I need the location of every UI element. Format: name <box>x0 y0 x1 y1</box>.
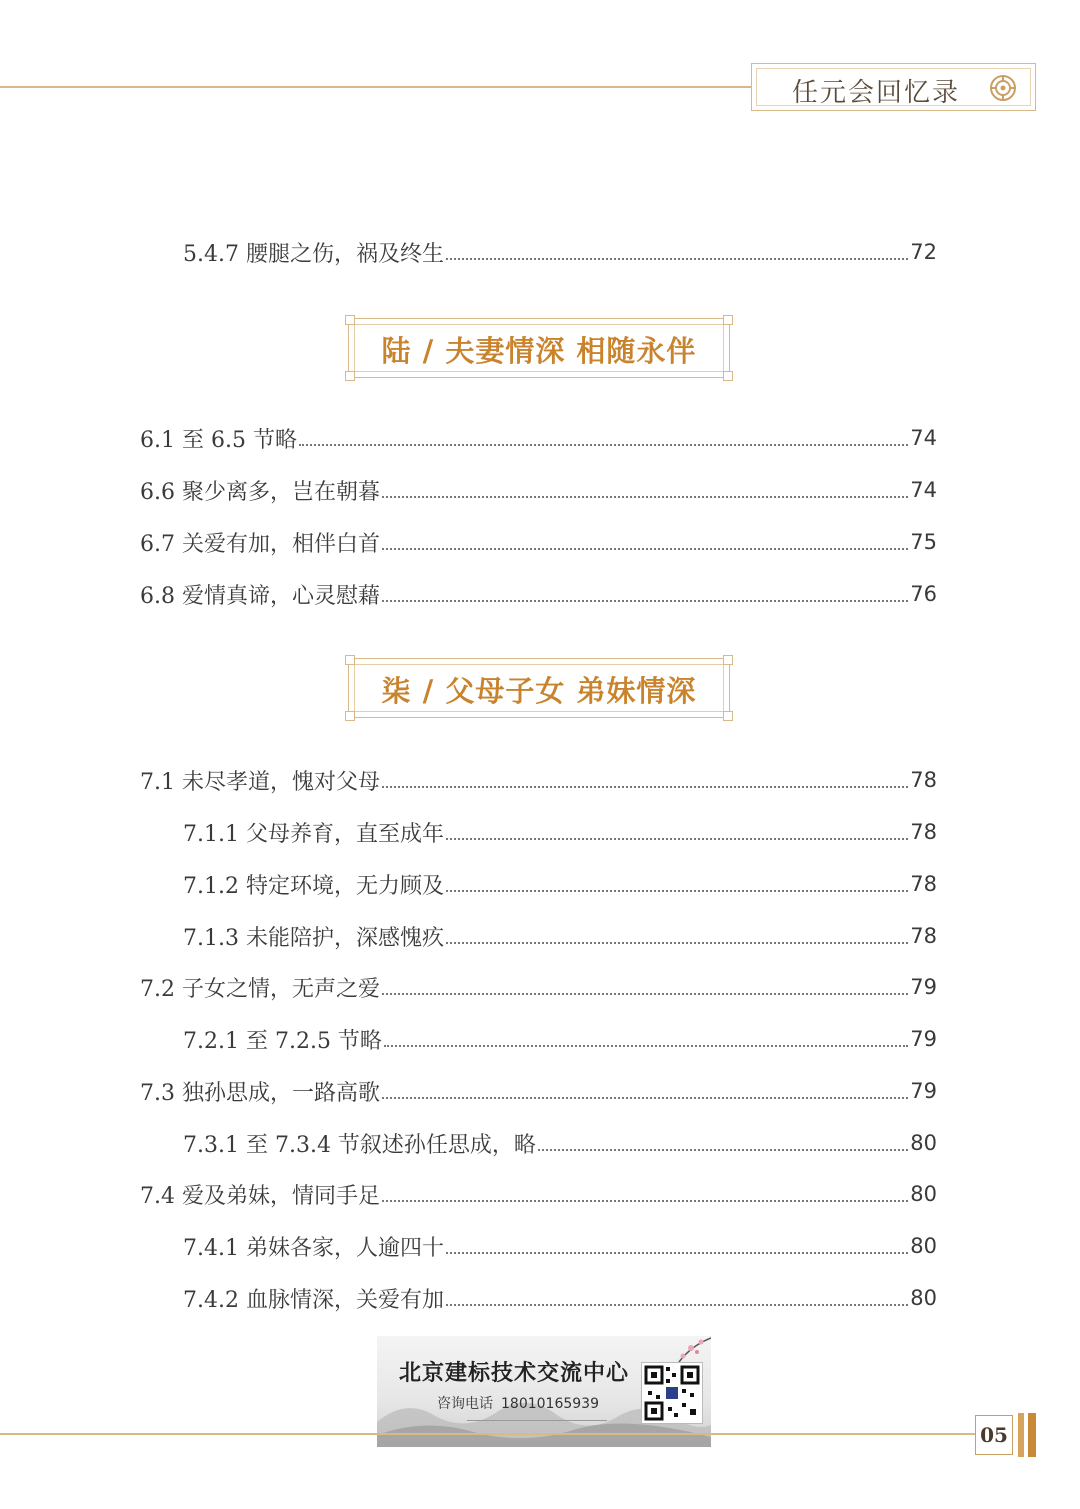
lotus-emblem-icon <box>989 74 1017 102</box>
toc-entry-page: 75 <box>910 530 937 554</box>
toc-entry-label: 7.1.1 父母养育，直至成年 <box>183 821 444 847</box>
toc-entry-label: 7.2.1 至 7.2.5 节略 <box>183 1028 382 1054</box>
toc-entry-label: 6.8 爱情真谛，心灵慰藉 <box>140 583 380 609</box>
toc-entry[interactable] <box>183 921 937 951</box>
toc-entry-page: 80 <box>910 1286 937 1310</box>
ad-phone-label: 咨询电话 <box>437 1396 493 1412</box>
toc-entry[interactable] <box>183 1231 937 1261</box>
toc-leader <box>382 786 908 788</box>
toc-entry-label: 6.7 关爱有加，相伴白首 <box>140 531 380 557</box>
toc-entry[interactable] <box>183 1024 937 1054</box>
header-rule <box>0 86 760 88</box>
toc-entry-page: 79 <box>910 1079 937 1103</box>
toc-entry-label: 7.4 爱及弟妹，情同手足 <box>140 1183 380 1209</box>
toc-entry-page: 78 <box>910 924 937 948</box>
toc-entry-page: 78 <box>910 872 937 896</box>
toc-entry-label: 6.6 聚少离多，岂在朝暮 <box>140 479 380 505</box>
toc-leader <box>382 1200 908 1202</box>
ad-underline <box>467 1420 607 1421</box>
toc-leader <box>446 942 908 944</box>
footer-rule <box>0 1433 975 1435</box>
toc-leader <box>446 258 908 260</box>
toc-entry-label: 6.1 至 6.5 节略 <box>140 427 297 453</box>
toc-entry-label: 7.3.1 至 7.3.4 节叙述孙任思成，略 <box>183 1132 536 1158</box>
toc-leader <box>446 1304 908 1306</box>
toc-entry-page: 74 <box>910 426 937 450</box>
toc-entry[interactable] <box>140 527 937 557</box>
toc-entry[interactable] <box>183 817 937 847</box>
toc-entry[interactable] <box>140 423 937 453</box>
toc-leader <box>382 496 908 498</box>
ad-banner[interactable] <box>377 1336 711 1447</box>
book-title: 任元会回忆录 <box>792 78 961 108</box>
toc-entry[interactable] <box>140 765 937 795</box>
toc-entry-label: 7.4.2 血脉情深，关爱有加 <box>183 1287 444 1313</box>
toc-entry[interactable] <box>140 1076 937 1106</box>
toc-entry-page: 80 <box>910 1182 937 1206</box>
toc-entry-page: 80 <box>910 1131 937 1155</box>
toc-entry-label: 7.1.2 特定环境，无力顾及 <box>183 873 444 899</box>
toc-entry-label: 7.1.3 未能陪护，深感愧疚 <box>183 925 444 951</box>
toc-entry[interactable] <box>140 475 937 505</box>
toc-entry-label: 7.3 独孙思成，一路高歌 <box>140 1080 380 1106</box>
ad-phone-number: 18010165939 <box>501 1396 599 1412</box>
toc-entry-page: 74 <box>910 478 937 502</box>
toc-entry-label: 7.1 未尽孝道，愧对父母 <box>140 769 380 795</box>
toc-leader <box>446 890 908 892</box>
toc-leader <box>446 838 908 840</box>
qr-code-icon[interactable] <box>641 1362 703 1424</box>
page-number: 05 <box>975 1415 1013 1455</box>
section-7-title: 柒 / 父母子女 弟妹情深 <box>381 674 697 708</box>
toc-leader <box>382 1097 908 1099</box>
toc-leader <box>446 1252 908 1254</box>
toc-entry[interactable] <box>140 972 937 1002</box>
toc-entry-page: 79 <box>910 975 937 999</box>
section-6-title: 陆 / 夫妻情深 相随永伴 <box>381 334 697 368</box>
section-7-banner <box>348 658 730 718</box>
toc-entry-page: 80 <box>910 1234 937 1258</box>
toc-entry-label: 7.2 子女之情，无声之爱 <box>140 976 380 1002</box>
toc-entry-page: 78 <box>910 768 937 792</box>
toc-entry-label: 7.4.1 弟妹各家，人逾四十 <box>183 1235 444 1261</box>
toc-leader <box>382 600 908 602</box>
toc-leader <box>382 993 908 995</box>
toc-entry[interactable] <box>183 1128 937 1158</box>
page-tab-bar <box>1018 1413 1024 1457</box>
section-6-banner <box>348 318 730 378</box>
toc-entry[interactable] <box>140 1179 937 1209</box>
toc-entry[interactable] <box>183 1283 937 1313</box>
toc-leader <box>299 444 908 446</box>
toc-entry-label: 5.4.7 腰腿之伤，祸及终生 <box>183 241 444 267</box>
toc-entry[interactable] <box>183 869 937 899</box>
toc-entry-page: 76 <box>910 582 937 606</box>
ad-phone <box>437 1393 599 1413</box>
ad-org-name: 北京建标技术交流中心 <box>399 1360 630 1386</box>
toc-entry[interactable] <box>140 579 937 609</box>
toc-entry[interactable] <box>183 237 937 267</box>
toc-entry-page: 78 <box>910 820 937 844</box>
toc-entry-page: 72 <box>910 240 937 264</box>
toc-leader <box>382 548 908 550</box>
toc-leader <box>384 1045 908 1047</box>
header-title-box <box>751 63 1036 111</box>
page-tab-bar <box>1028 1413 1036 1457</box>
toc-leader <box>538 1149 908 1151</box>
toc-entry-page: 79 <box>910 1027 937 1051</box>
